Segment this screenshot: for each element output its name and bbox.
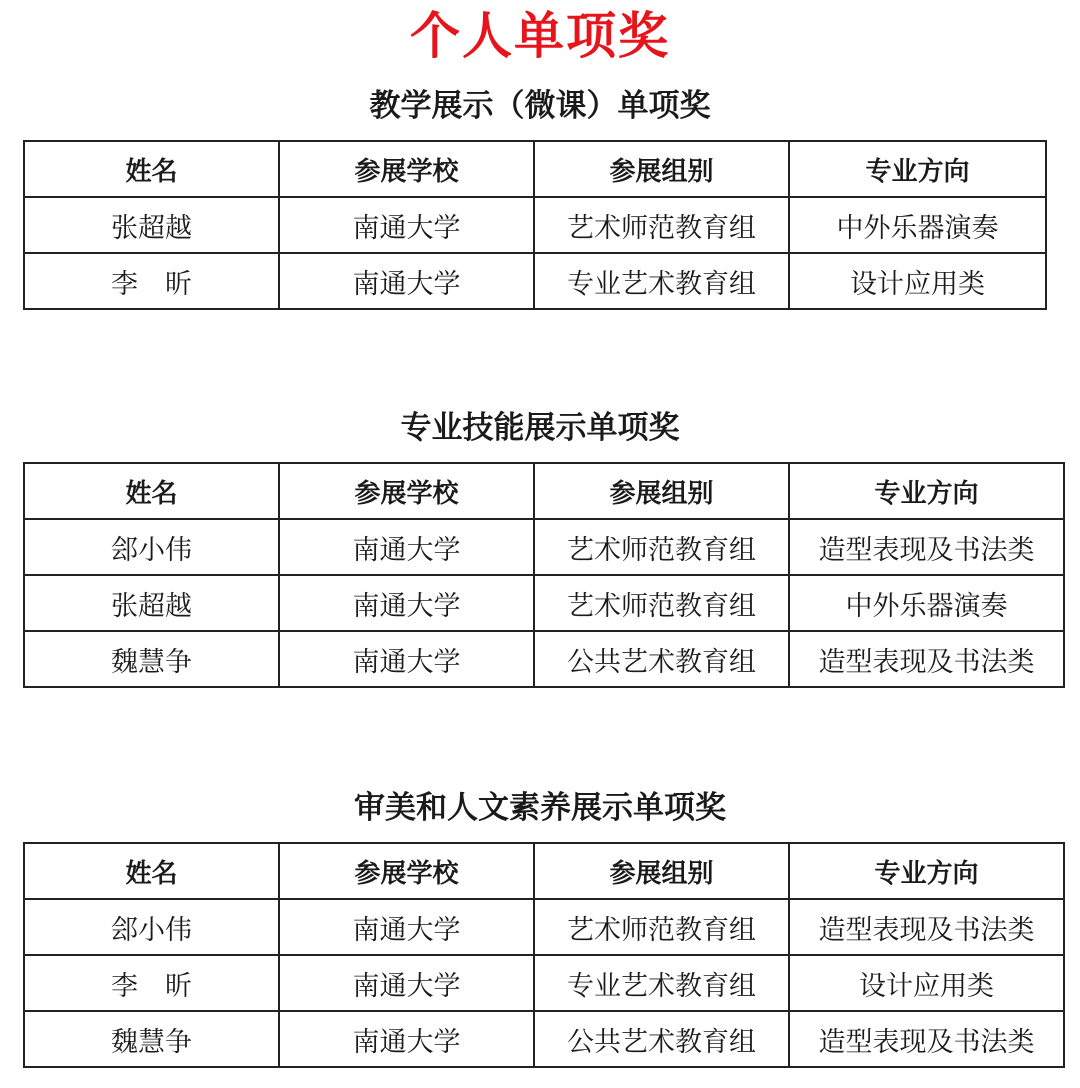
- cell-school: 南通大学: [279, 1011, 534, 1067]
- cell-school: 南通大学: [279, 575, 534, 631]
- cell-school: 南通大学: [279, 253, 534, 309]
- section-title: 教学展示（微课）单项奖: [369, 88, 711, 124]
- award-table: [23, 462, 1065, 688]
- column-header-name: 姓名: [24, 843, 279, 899]
- cell-direction: 中外乐器演奏: [789, 575, 1064, 631]
- cell-name: 张超越: [24, 575, 279, 631]
- cell-direction: 造型表现及书法类: [789, 1011, 1064, 1067]
- column-header-name: 姓名: [24, 463, 279, 519]
- cell-direction: 中外乐器演奏: [789, 197, 1046, 253]
- cell-direction: 造型表现及书法类: [789, 631, 1064, 687]
- cell-group: 艺术师范教育组: [534, 575, 789, 631]
- cell-group: 艺术师范教育组: [534, 519, 789, 575]
- cell-direction: 设计应用类: [789, 955, 1064, 1011]
- column-header-school: 参展学校: [279, 141, 534, 197]
- table-header-row: [24, 141, 1046, 197]
- section-title: 审美和人文素养展示单项奖: [354, 790, 726, 826]
- section-aesthetics-award: [0, 786, 1080, 1068]
- table-row: [24, 197, 1046, 253]
- cell-direction: 设计应用类: [789, 253, 1046, 309]
- table-row: [24, 253, 1046, 309]
- section-skill-award: [0, 406, 1080, 688]
- table-row: [24, 575, 1064, 631]
- cell-direction: 造型表现及书法类: [789, 519, 1064, 575]
- column-header-direction: 专业方向: [789, 463, 1064, 519]
- cell-name: 魏慧争: [24, 631, 279, 687]
- cell-group: 艺术师范教育组: [534, 197, 789, 253]
- cell-name: 李 昕: [24, 253, 279, 309]
- award-table: [23, 842, 1065, 1068]
- cell-school: 南通大学: [279, 899, 534, 955]
- cell-school: 南通大学: [279, 519, 534, 575]
- table-row: [24, 631, 1064, 687]
- cell-group: 专业艺术教育组: [534, 955, 789, 1011]
- cell-name: 郐小伟: [24, 899, 279, 955]
- section-title: 专业技能展示单项奖: [400, 410, 680, 446]
- column-header-school: 参展学校: [279, 843, 534, 899]
- column-header-group: 参展组别: [534, 463, 789, 519]
- cell-name: 魏慧争: [24, 1011, 279, 1067]
- cell-school: 南通大学: [279, 955, 534, 1011]
- table-header-row: [24, 463, 1064, 519]
- cell-name: 张超越: [24, 197, 279, 253]
- cell-school: 南通大学: [279, 631, 534, 687]
- column-header-school: 参展学校: [279, 463, 534, 519]
- cell-name: 李 昕: [24, 955, 279, 1011]
- cell-name: 郐小伟: [24, 519, 279, 575]
- table-row: [24, 955, 1064, 1011]
- column-header-direction: 专业方向: [789, 843, 1064, 899]
- column-header-group: 参展组别: [534, 843, 789, 899]
- table-row: [24, 1011, 1064, 1067]
- column-header-direction: 专业方向: [789, 141, 1046, 197]
- column-header-name: 姓名: [24, 141, 279, 197]
- award-table: [23, 140, 1047, 310]
- cell-direction: 造型表现及书法类: [789, 899, 1064, 955]
- table-row: [24, 899, 1064, 955]
- cell-group: 公共艺术教育组: [534, 631, 789, 687]
- section-teaching-award: [0, 84, 1080, 310]
- column-header-group: 参展组别: [534, 141, 789, 197]
- cell-school: 南通大学: [279, 197, 534, 253]
- cell-group: 专业艺术教育组: [534, 253, 789, 309]
- table-header-row: [24, 843, 1064, 899]
- page-title: 个人单项奖: [410, 7, 670, 65]
- table-row: [24, 519, 1064, 575]
- cell-group: 公共艺术教育组: [534, 1011, 789, 1067]
- cell-group: 艺术师范教育组: [534, 899, 789, 955]
